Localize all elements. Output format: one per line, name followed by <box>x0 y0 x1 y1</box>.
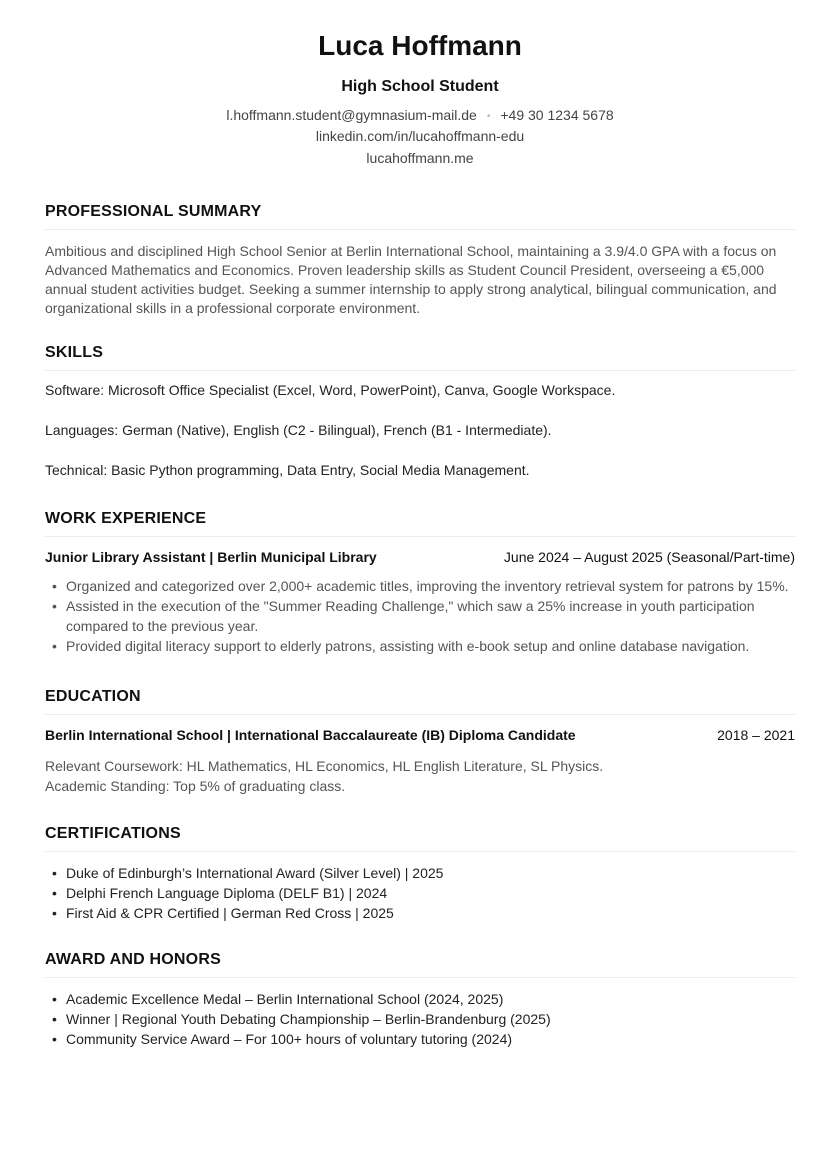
summary-text <box>45 242 795 318</box>
certification-item: • Delphi French Language Diploma (DELF B1) | 2024 <box>45 883 795 903</box>
skill-languages: Languages: German (Native), English (C2 - Bilingual), French (B1 - Intermediate). <box>45 422 552 438</box>
job-header <box>45 549 795 565</box>
job-bullet-line: Assisted in the execution of the "Summer Reading Challenge," which saw a 25% increase in youth participation <box>66 598 755 614</box>
education-dates: 2018 – 2021 <box>717 727 795 743</box>
award-item: • Academic Excellence Medal – Berlin International School (2024, 2025) <box>45 989 795 1009</box>
experience-section <box>45 510 795 656</box>
certification-item: • Duke of Edinburgh’s International Award (Silver Level) | 2025 <box>45 863 795 883</box>
job-bullet <box>45 596 795 636</box>
contact-separator: • <box>486 111 491 122</box>
summary-heading: PROFESSIONAL SUMMARY <box>45 203 795 230</box>
job-role: Junior Library Assistant | Berlin Municipal Library <box>45 549 377 565</box>
linkedin-link[interactable]: linkedin.com/in/lucahoffmann-edu <box>315 128 525 144</box>
skills-heading: SKILLS <box>45 344 795 371</box>
skill-software: Software: Microsoft Office Specialist (Excel, Word, PowerPoint), Canva, Google Workspace. <box>45 382 616 398</box>
job-dates: June 2024 – August 2025 (Seasonal/Part-time) <box>503 549 795 565</box>
job-bullets <box>45 576 795 656</box>
education-header <box>45 727 795 743</box>
phone-number[interactable]: +49 30 1234 5678 <box>500 107 614 123</box>
summary-line: Ambitious and disciplined High School Senior at Berlin International School, maintaining a 3.9/4.0 GPA with a focus on <box>45 243 777 259</box>
contact-line-email-phone <box>0 107 840 123</box>
summary-line: annual student activities budget. Seeking a summer internship to apply strong analytical, bilingual communication, and <box>45 281 777 297</box>
job-bullet: • Provided digital literacy support to elderly patrons, assisting with e-book setup and online database navigation. <box>45 636 795 656</box>
education-line: Relevant Coursework: HL Mathematics, HL Economics, HL English Literature, SL Physics. <box>45 758 604 774</box>
education-details <box>45 756 795 796</box>
school-name: Berlin International School | International Baccalaureate (IB) Diploma Candidate <box>45 727 576 743</box>
certifications-section <box>45 825 795 923</box>
certifications-list <box>45 863 795 923</box>
experience-heading: WORK EXPERIENCE <box>45 510 795 537</box>
skill-technical: Technical: Basic Python programming, Data Entry, Social Media Management. <box>45 462 530 478</box>
skills-section <box>45 344 795 484</box>
certification-item: • First Aid & CPR Certified | German Red Cross | 2025 <box>45 903 795 923</box>
education-line: Academic Standing: Top 5% of graduating class. <box>45 778 346 794</box>
award-item: • Winner | Regional Youth Debating Championship – Berlin-Brandenburg (2025) <box>45 1009 795 1029</box>
awards-section <box>45 951 795 1049</box>
email-link[interactable]: l.hoffmann.student@gymnasium-mail.de <box>226 107 477 123</box>
summary-line: Advanced Mathematics and Economics. Proven leadership skills as Student Council President, overseeing a €5,000 <box>45 262 765 278</box>
award-item: • Community Service Award – For 100+ hours of voluntary tutoring (2024) <box>45 1029 795 1049</box>
awards-heading: AWARD AND HONORS <box>45 951 795 978</box>
awards-list <box>45 989 795 1049</box>
job-bullet-line: compared to the previous year. <box>66 618 259 634</box>
website-link[interactable]: lucahoffmann.me <box>366 150 474 166</box>
certifications-heading: CERTIFICATIONS <box>45 825 795 852</box>
job-bullet: • Organized and categorized over 2,000+ academic titles, improving the inventory retrieval system for patrons by 15%. <box>45 576 795 596</box>
candidate-title: High School Student <box>341 78 499 95</box>
education-heading: EDUCATION <box>45 688 795 715</box>
summary-section <box>45 203 795 318</box>
summary-line: organizational skills in a professional corporate environment. <box>45 300 421 316</box>
candidate-name: Luca Hoffmann <box>318 30 522 61</box>
education-section <box>45 688 795 796</box>
